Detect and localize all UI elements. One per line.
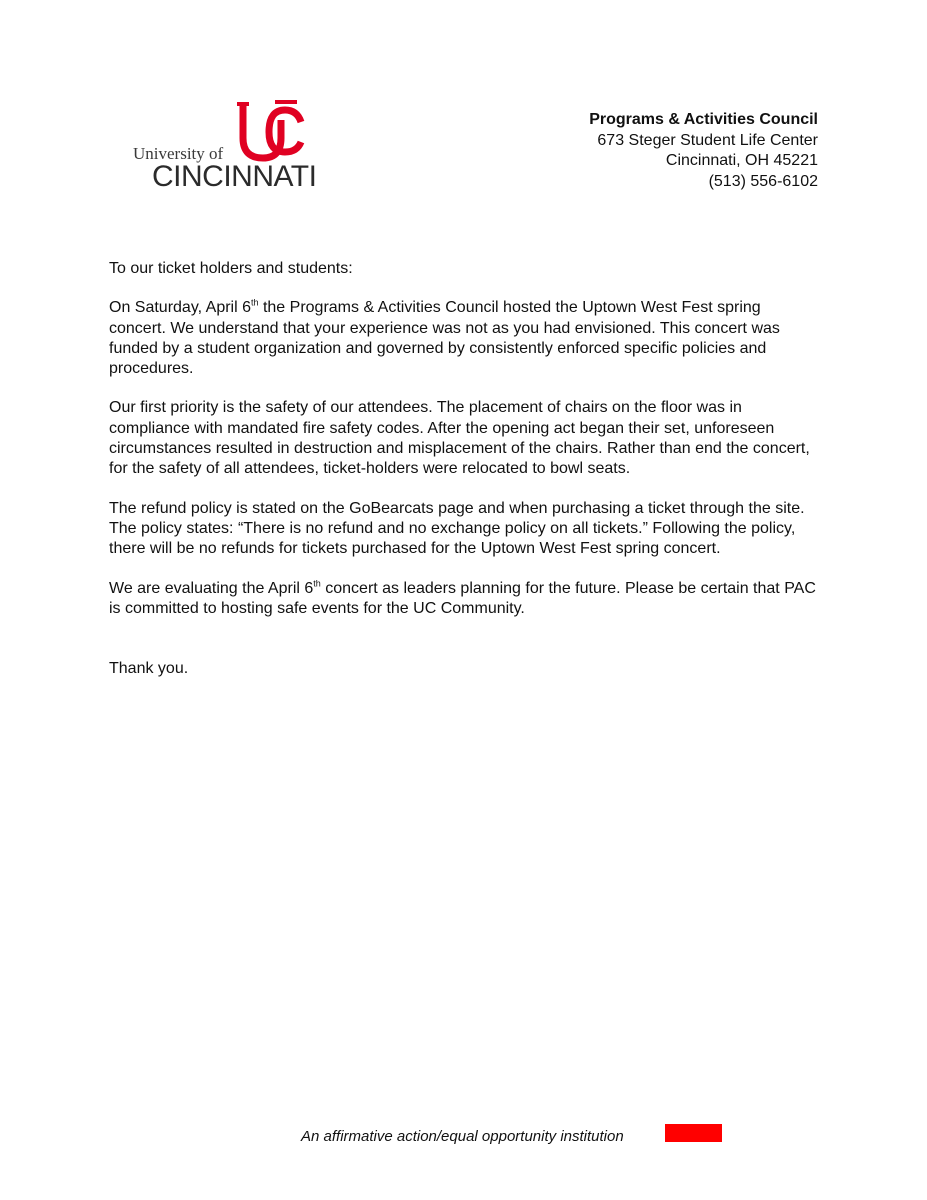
footer-red-block: [665, 1124, 722, 1142]
closing: Thank you.: [109, 660, 189, 678]
salutation: To our ticket holders and students:: [109, 260, 353, 277]
letter-body: [109, 259, 821, 698]
footer-statement: An affirmative action/equal opportunity institution: [301, 1128, 624, 1145]
paragraph-1: On Saturday, April 6th the Programs & Activities Council hosted the Uptown West Fest spring concert. We understand that your experience was not as you had envisioned. This concert was funded by a student organization and governed by consistently enforced specific policies and procedures.: [109, 297, 780, 378]
address-phone: (513) 556-6102: [708, 172, 818, 190]
paragraph-3: The refund policy is stated on the GoBearcats page and when purchasing a ticket through the site. The policy states: “There is no refund and no exchange policy on all tickets.” Following the policy, there will be no refunds for tickets purchased for the Uptown West Fest spring concert.: [109, 499, 805, 558]
uc-monogram-icon: [235, 100, 305, 162]
return-address: [589, 110, 818, 192]
address-org: Programs & Activities Council: [589, 111, 818, 128]
paragraph-4: We are evaluating the April 6th concert as leaders planning for the future. Please be certain that PAC is committed to hosting safe events for the UC Community.: [109, 578, 816, 617]
logo-cincinnati-text: CINCINNATI: [152, 160, 317, 193]
paragraph-2: Our first priority is the safety of our attendees. The placement of chairs on the floor was in compliance with mandated fire safety codes. After the opening act began their set, unforeseen circumstances resulted in destruction and misplacement of the chairs. Rather than end the concert, for the safety of all attendees, ticket-holders were relocated to bowl seats.: [109, 399, 810, 478]
university-logo: [130, 100, 330, 196]
logo-university-text: University of: [133, 144, 224, 163]
address-street: 673 Steger Student Life Center: [597, 131, 818, 149]
address-city: Cincinnati, OH 45221: [665, 152, 818, 169]
